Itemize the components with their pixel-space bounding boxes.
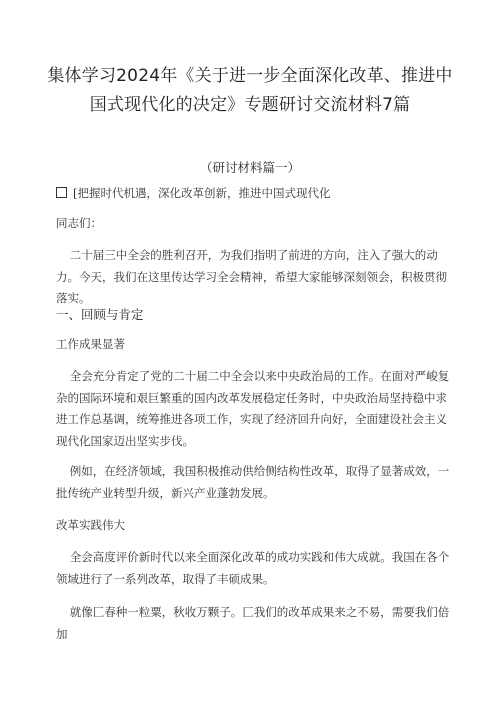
greeting: 同志们： [56,216,102,230]
lead-line [56,183,452,205]
title-line-2: 国式现代化的决定》专题研讨交流材料7篇 [89,95,411,115]
checkbox-square-icon [56,187,67,198]
lead-line-text: [把握时代机遇，深化改革创新，推进中国式现代化 [73,186,331,200]
intro-paragraph: 二十届三中全会的胜利召开，为我们指明了前进的方向，注入了强大的动力。今天，我们在这里传达学习全会精神，希望大家能够深刻领会，积极贯彻落实。 [56,248,447,305]
section-1-heading: 一、回顾与肯定 [56,307,144,322]
subsection-1-paragraph-1: 全会充分肯定了党的二十届二中全会以来中央政治局的工作。在面对严峻复杂的国际环境和艰巨繁重的国内改革发展稳定任务时，中央政治局坚持稳中求进工作总基调，统筹推进各项工作，实现了经济回升向好，全面建设社会主义现代化国家迈出坚实步伐。 [56,369,450,448]
title-line-1: 集体学习2024年《关于进一步全面深化改革、推进中 [47,66,453,86]
subsection-1-heading: 工作成果显著 [56,337,125,351]
subsection-2-paragraph-2: 就像匚春种一粒粟，秋收万颗子。匚我们的改革成果来之不易，需要我们倍加 [56,605,450,641]
document-subtitle: （研讨材料篇一） [199,160,300,175]
subsection-2-heading: 改革实践伟大 [56,518,125,532]
subsection-2-paragraph-1: 全会高度评价新时代以来全面深化改革的成功实践和伟大成就。我国在各个领域进行了一系列改革，取得了丰硕成果。 [56,550,450,586]
document-title [40,62,460,120]
subsection-1-paragraph-2: 例如，在经济领域，我国积极推动供给侧结构性改革，取得了显著成效，一批传统产业转型升级，新兴产业蓬勃发展。 [56,464,450,500]
